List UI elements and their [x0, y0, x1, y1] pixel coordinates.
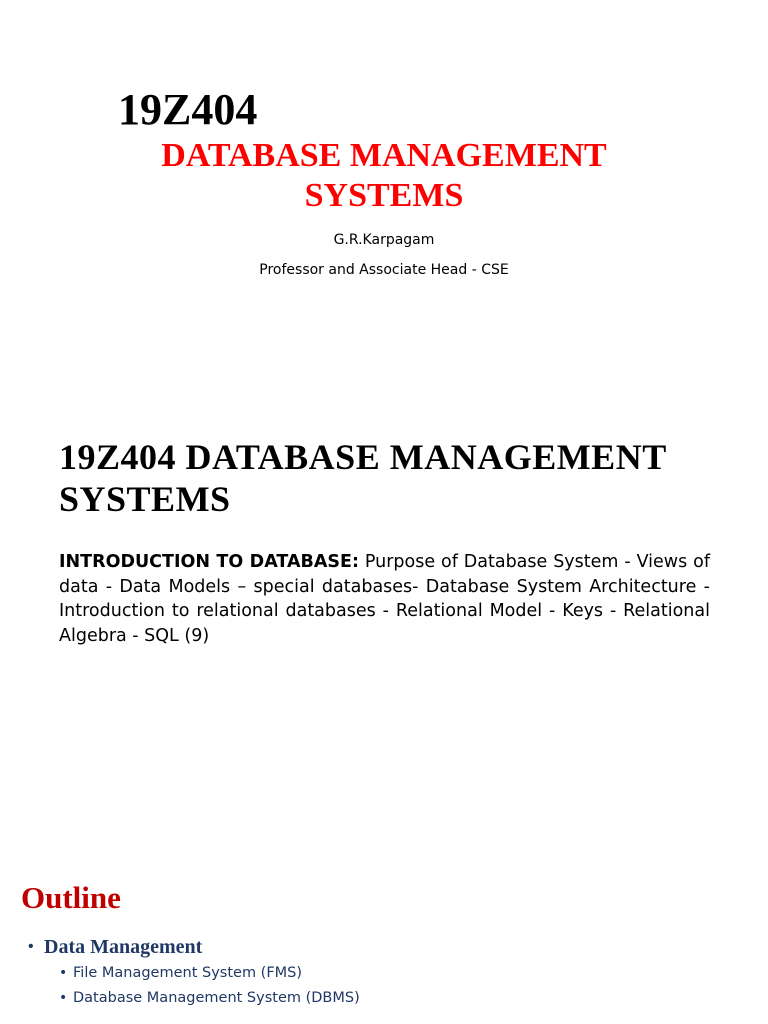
- author-role: Professor and Associate Head - CSE: [259, 262, 509, 278]
- bullet-icon: •: [28, 938, 34, 955]
- title-slide: [0, 0, 768, 400]
- outline-item: [28, 934, 202, 960]
- course-code: 19Z404: [118, 85, 258, 134]
- course-title-line1: DATABASE MANAGEMENT: [161, 137, 607, 174]
- outline-title: Outline: [21, 880, 121, 915]
- author-name: G.R.Karpagam: [333, 232, 435, 248]
- unit-text: Purpose of Database System - Views of data - Data Models – special databases- Database System Architecture - Introduction to relational databases - Relational Model - Keys - Relational Algebra - SQL (9): [59, 552, 710, 646]
- syllabus-heading: [59, 436, 709, 520]
- outline-slide: [0, 860, 768, 1024]
- outline-subitem-label: File Management System (FMS): [73, 965, 303, 981]
- syllabus-slide: [0, 400, 768, 860]
- bullet-icon: •: [59, 990, 68, 1006]
- syllabus-heading-line1: 19Z404 DATABASE MANAGEMENT: [59, 437, 667, 477]
- course-title: [0, 136, 768, 216]
- bullet-icon: •: [59, 965, 68, 981]
- outline-item-label: Data Management: [44, 936, 203, 958]
- course-title-line2: SYSTEMS: [304, 177, 464, 214]
- syllabus-heading-line2: SYSTEMS: [59, 479, 231, 519]
- unit-label: INTRODUCTION TO DATABASE:: [59, 552, 359, 572]
- outline-subitem: [59, 963, 302, 983]
- outline-subitem-label: Database Management System (DBMS): [73, 990, 360, 1006]
- syllabus-unit: [59, 550, 710, 648]
- outline-subitem: [59, 988, 360, 1008]
